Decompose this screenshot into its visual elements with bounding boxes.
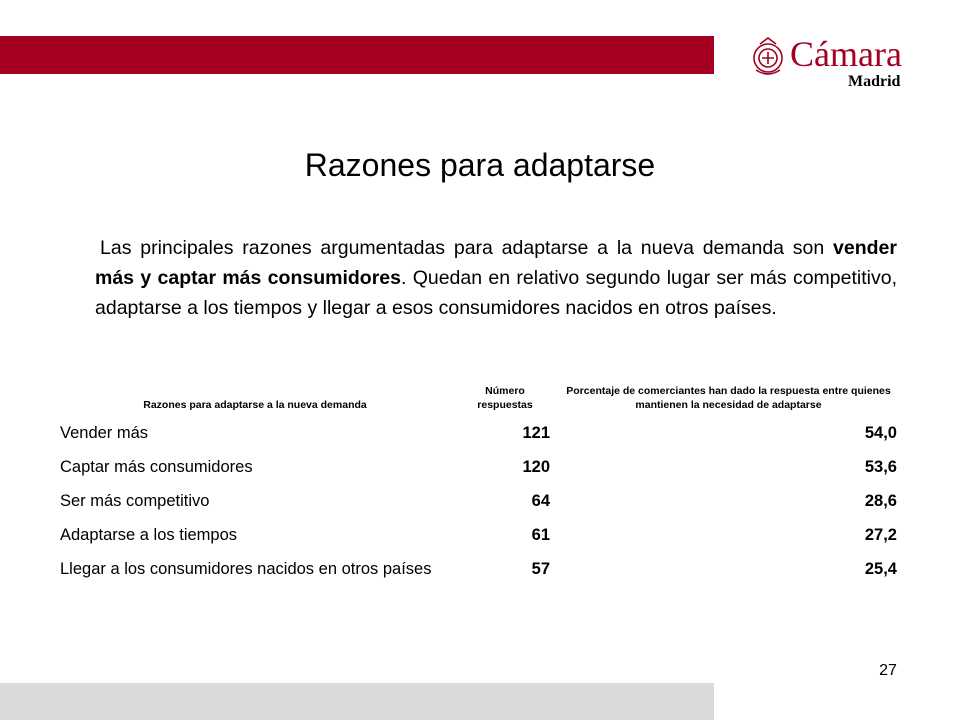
row-reason: Ser más competitivo — [60, 492, 210, 510]
page-number: 27 — [879, 662, 897, 679]
row-reason: Adaptarse a los tiempos — [60, 526, 238, 544]
intro-text-part1: Las principales razones argumentadas para adaptarse a la nueva demanda son — [100, 237, 834, 259]
row-reason: Vender más — [60, 424, 149, 442]
row-count: 57 — [531, 560, 550, 578]
intro-paragraph — [95, 233, 897, 323]
reasons-table — [55, 384, 902, 586]
row-count: 64 — [531, 492, 550, 510]
intro-text-part2: . Quedan en relativo segundo lugar ser más competitivo, adaptarse a los tiempos y llegar a esos consumidores nacidos en otros países. — [95, 267, 897, 319]
logo-city: Madrid — [848, 73, 901, 90]
camara-madrid-logo — [750, 30, 940, 92]
row-percentage: 54,0 — [864, 424, 897, 442]
row-count: 61 — [531, 526, 550, 544]
row-count: 120 — [522, 458, 550, 476]
logo-word: Cámara — [790, 34, 902, 74]
row-percentage: 53,6 — [864, 458, 897, 476]
header-reason: Razones para adaptarse a la nueva demanda — [143, 399, 367, 411]
row-percentage: 28,6 — [864, 492, 897, 510]
table-row — [55, 450, 902, 484]
page-title: Razones para adaptarse — [304, 147, 656, 183]
table-row — [55, 484, 902, 518]
header-percentage: Porcentaje de comerciantes han dado la respuesta entre quienes mantienen la necesidad de adaptarse — [566, 385, 891, 411]
intro-text-bold: vender más y captar más consumidores — [95, 237, 897, 289]
header-accent-bar — [0, 36, 714, 74]
table-row — [55, 416, 902, 450]
table-row — [55, 552, 902, 586]
row-percentage: 27,2 — [864, 526, 897, 544]
row-percentage: 25,4 — [864, 560, 897, 578]
table-header-row — [55, 384, 902, 416]
row-reason: Llegar a los consumidores nacidos en otros países — [60, 560, 432, 578]
table-row — [55, 518, 902, 552]
crest-icon — [754, 38, 782, 74]
header-count: Número respuestas — [477, 385, 533, 411]
footer-bar — [0, 683, 714, 720]
row-count: 121 — [522, 424, 550, 442]
row-reason: Captar más consumidores — [60, 458, 253, 476]
